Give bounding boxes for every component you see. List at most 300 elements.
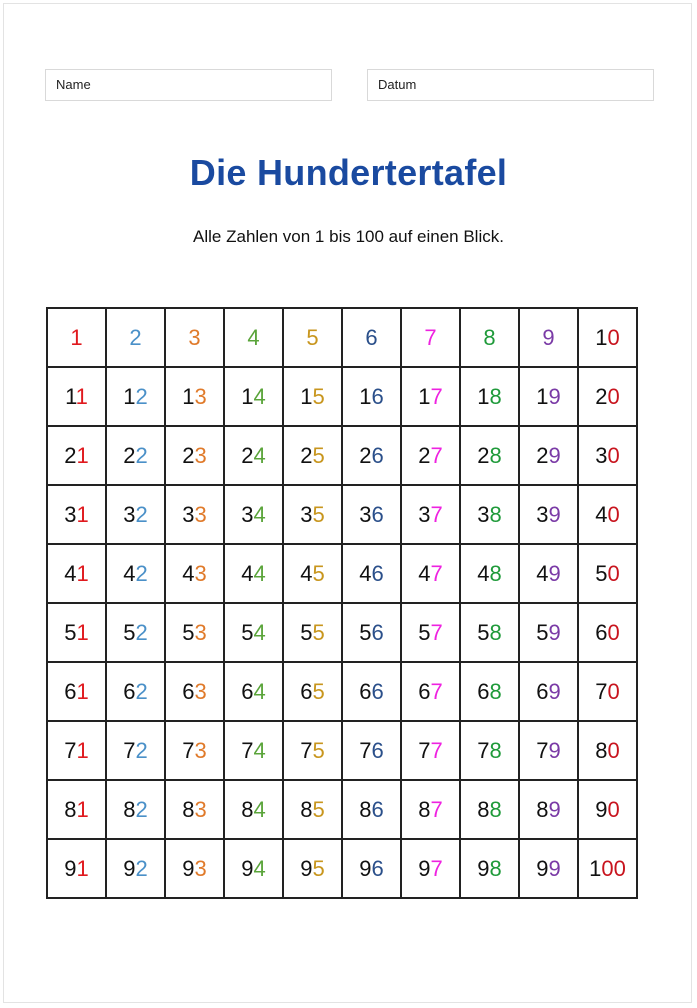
- number-cell: [47, 308, 106, 367]
- number-cell: [224, 544, 283, 603]
- number-tens: 8: [418, 796, 431, 822]
- number-ones: 4: [253, 678, 266, 704]
- number-ones: 2: [135, 796, 148, 822]
- number-ones: 9: [548, 442, 561, 468]
- number-tens: 9: [64, 855, 77, 881]
- number-cell: [47, 603, 106, 662]
- number-cell: [342, 367, 401, 426]
- number-tens: 4: [241, 560, 254, 586]
- number-ones: 9: [548, 796, 561, 822]
- number-ones: 3: [194, 678, 207, 704]
- number-cell: [460, 485, 519, 544]
- number-cell: [106, 426, 165, 485]
- number-ones: 6: [365, 324, 378, 350]
- number-cell: [224, 485, 283, 544]
- number-cell: [519, 603, 578, 662]
- number-tens: 7: [300, 737, 313, 763]
- number-tens: 4: [300, 560, 313, 586]
- number-ones: 6: [371, 383, 384, 409]
- number-ones: 4: [253, 737, 266, 763]
- number-cell: [460, 721, 519, 780]
- number-cell: [460, 662, 519, 721]
- number-tens: 1: [65, 383, 76, 409]
- number-cell: [224, 367, 283, 426]
- number-ones: 9: [542, 324, 555, 350]
- number-cell: [401, 308, 460, 367]
- number-cell: [47, 662, 106, 721]
- number-cell: [165, 367, 224, 426]
- table-row: [47, 485, 637, 544]
- table-row: [47, 544, 637, 603]
- number-cell: [342, 544, 401, 603]
- number-cell: [47, 485, 106, 544]
- number-ones: 4: [253, 619, 266, 645]
- number-tens: 1: [182, 383, 195, 409]
- number-tens: 9: [536, 855, 549, 881]
- number-cell: [106, 603, 165, 662]
- number-tens: 9: [477, 855, 490, 881]
- number-tens: 9: [418, 855, 431, 881]
- number-tens: 9: [241, 855, 254, 881]
- number-ones: 5: [312, 619, 325, 645]
- number-ones: 3: [194, 442, 207, 468]
- number-cell: [519, 367, 578, 426]
- number-ones: 3: [194, 737, 207, 763]
- number-ones: 7: [430, 619, 443, 645]
- number-tens: 4: [123, 560, 136, 586]
- number-ones: 1: [70, 324, 83, 350]
- number-ones: 2: [129, 324, 142, 350]
- number-tens: 3: [300, 501, 313, 527]
- number-ones: 2: [135, 501, 148, 527]
- number-tens: 3: [359, 501, 372, 527]
- number-ones: 7: [424, 324, 437, 350]
- number-ones: 00: [601, 855, 626, 881]
- number-cell: [106, 308, 165, 367]
- number-ones: 3: [194, 855, 207, 881]
- number-tens: 5: [418, 619, 431, 645]
- number-tens: 5: [536, 619, 549, 645]
- number-cell: [342, 603, 401, 662]
- number-ones: 8: [489, 619, 502, 645]
- number-cell: [401, 485, 460, 544]
- number-ones: 2: [135, 560, 148, 586]
- number-cell: [224, 721, 283, 780]
- number-ones: 7: [430, 678, 443, 704]
- number-cell: [578, 367, 637, 426]
- number-ones: 3: [194, 383, 207, 409]
- number-ones: 9: [548, 619, 561, 645]
- hundred-chart: [46, 307, 638, 899]
- number-cell: [519, 839, 578, 898]
- number-tens: 4: [182, 560, 195, 586]
- number-cell: [460, 839, 519, 898]
- number-cell: [224, 839, 283, 898]
- number-cell: [283, 308, 342, 367]
- number-ones: 9: [548, 855, 561, 881]
- number-cell: [106, 544, 165, 603]
- number-ones: 6: [371, 501, 384, 527]
- table-row: [47, 780, 637, 839]
- number-ones: 7: [430, 383, 443, 409]
- number-tens: 5: [595, 560, 608, 586]
- number-cell: [578, 426, 637, 485]
- number-cell: [224, 308, 283, 367]
- number-tens: 9: [182, 855, 195, 881]
- number-ones: 1: [75, 383, 88, 409]
- number-tens: 8: [241, 796, 254, 822]
- number-ones: 4: [253, 442, 266, 468]
- number-tens: 1: [595, 324, 608, 350]
- number-cell: [578, 603, 637, 662]
- number-ones: 1: [76, 501, 89, 527]
- number-ones: 5: [312, 383, 325, 409]
- number-tens: 4: [418, 560, 431, 586]
- number-tens: 4: [536, 560, 549, 586]
- number-tens: 5: [123, 619, 136, 645]
- number-tens: 3: [477, 501, 490, 527]
- number-cell: [519, 721, 578, 780]
- table-row: [47, 721, 637, 780]
- number-tens: 8: [123, 796, 136, 822]
- number-cell: [224, 603, 283, 662]
- number-tens: 2: [418, 442, 431, 468]
- number-cell: [224, 662, 283, 721]
- number-ones: 0: [607, 678, 620, 704]
- number-tens: 3: [123, 501, 136, 527]
- number-ones: 1: [76, 442, 89, 468]
- number-cell: [47, 367, 106, 426]
- number-ones: 7: [430, 442, 443, 468]
- number-tens: 5: [359, 619, 372, 645]
- number-ones: 0: [607, 324, 620, 350]
- number-cell: [460, 426, 519, 485]
- number-ones: 0: [607, 560, 620, 586]
- number-tens: 4: [64, 560, 77, 586]
- number-cell: [47, 721, 106, 780]
- number-tens: 2: [536, 442, 549, 468]
- number-cell: [460, 603, 519, 662]
- number-ones: 1: [76, 560, 89, 586]
- number-tens: 2: [64, 442, 77, 468]
- number-cell: [47, 780, 106, 839]
- number-cell: [578, 308, 637, 367]
- number-tens: 8: [595, 737, 608, 763]
- number-ones: 0: [607, 796, 620, 822]
- table-row: [47, 367, 637, 426]
- number-ones: 9: [548, 678, 561, 704]
- table-row: [47, 308, 637, 367]
- number-tens: 4: [359, 560, 372, 586]
- number-cell: [106, 721, 165, 780]
- number-cell: [401, 544, 460, 603]
- number-cell: [342, 308, 401, 367]
- number-ones: 3: [188, 324, 201, 350]
- number-cell: [460, 367, 519, 426]
- number-ones: 6: [371, 855, 384, 881]
- number-cell: [165, 426, 224, 485]
- number-ones: 7: [430, 560, 443, 586]
- number-tens: 3: [536, 501, 549, 527]
- number-cell: [283, 839, 342, 898]
- number-ones: 8: [489, 796, 502, 822]
- number-cell: [165, 603, 224, 662]
- number-ones: 9: [548, 501, 561, 527]
- number-tens: 5: [477, 619, 490, 645]
- number-ones: 1: [76, 678, 89, 704]
- number-tens: 9: [300, 855, 313, 881]
- number-ones: 4: [253, 501, 266, 527]
- number-tens: 6: [182, 678, 195, 704]
- number-cell: [106, 662, 165, 721]
- name-field[interactable]: [45, 69, 332, 101]
- number-tens: 3: [241, 501, 254, 527]
- number-tens: 7: [359, 737, 372, 763]
- number-cell: [283, 426, 342, 485]
- number-ones: 2: [135, 619, 148, 645]
- name-label: Name: [56, 77, 91, 92]
- number-tens: 3: [182, 501, 195, 527]
- number-ones: 0: [607, 442, 620, 468]
- number-cell: [519, 308, 578, 367]
- number-ones: 8: [489, 442, 502, 468]
- number-ones: 2: [135, 855, 148, 881]
- number-ones: 7: [430, 501, 443, 527]
- number-ones: 1: [76, 796, 89, 822]
- number-cell: [578, 485, 637, 544]
- number-tens: 7: [418, 737, 431, 763]
- number-cell: [165, 485, 224, 544]
- date-field[interactable]: [367, 69, 654, 101]
- number-ones: 4: [253, 796, 266, 822]
- number-tens: 3: [64, 501, 77, 527]
- number-tens: 7: [536, 737, 549, 763]
- table-row: [47, 603, 637, 662]
- number-cell: [519, 662, 578, 721]
- number-tens: 7: [182, 737, 195, 763]
- number-tens: 7: [123, 737, 136, 763]
- number-ones: 5: [312, 678, 325, 704]
- number-cell: [283, 544, 342, 603]
- number-cell: [401, 721, 460, 780]
- number-tens: 6: [536, 678, 549, 704]
- number-tens: 8: [64, 796, 77, 822]
- number-cell: [460, 308, 519, 367]
- number-tens: 6: [359, 678, 372, 704]
- number-ones: 8: [489, 855, 502, 881]
- number-ones: 8: [489, 501, 502, 527]
- number-cell: [283, 662, 342, 721]
- number-cell: [401, 780, 460, 839]
- number-tens: 7: [477, 737, 490, 763]
- number-tens: 8: [536, 796, 549, 822]
- number-ones: 6: [371, 619, 384, 645]
- table-row: [47, 662, 637, 721]
- number-cell: [224, 426, 283, 485]
- number-tens: 5: [241, 619, 254, 645]
- number-tens: 6: [241, 678, 254, 704]
- number-ones: 7: [430, 796, 443, 822]
- number-tens: 6: [300, 678, 313, 704]
- number-tens: 3: [595, 442, 608, 468]
- number-ones: 3: [194, 796, 207, 822]
- number-cell: [283, 485, 342, 544]
- number-ones: 5: [312, 560, 325, 586]
- number-cell: [165, 662, 224, 721]
- number-tens: 4: [477, 560, 490, 586]
- number-ones: 5: [306, 324, 319, 350]
- number-cell: [578, 544, 637, 603]
- table-row: [47, 426, 637, 485]
- number-ones: 5: [312, 737, 325, 763]
- number-cell: [165, 544, 224, 603]
- number-tens: 9: [595, 796, 608, 822]
- number-tens: 1: [536, 383, 549, 409]
- number-cell: [578, 780, 637, 839]
- number-cell: [106, 485, 165, 544]
- number-cell: [106, 839, 165, 898]
- number-ones: 8: [489, 678, 502, 704]
- number-cell: [401, 839, 460, 898]
- number-ones: 8: [489, 383, 502, 409]
- number-cell: [165, 780, 224, 839]
- number-ones: 3: [194, 560, 207, 586]
- number-ones: 2: [135, 737, 148, 763]
- number-cell: [519, 485, 578, 544]
- page-subtitle: Alle Zahlen von 1 bis 100 auf einen Blick.: [193, 227, 504, 246]
- number-ones: 4: [253, 560, 266, 586]
- number-cell: [283, 780, 342, 839]
- number-tens: 2: [477, 442, 490, 468]
- number-ones: 0: [607, 619, 620, 645]
- number-cell: [224, 780, 283, 839]
- number-tens: 6: [595, 619, 608, 645]
- number-tens: 5: [64, 619, 77, 645]
- number-cell: [165, 308, 224, 367]
- number-tens: 6: [477, 678, 490, 704]
- number-tens: 6: [418, 678, 431, 704]
- number-cell: [578, 839, 637, 898]
- number-ones: 3: [194, 501, 207, 527]
- number-cell: [47, 544, 106, 603]
- number-ones: 4: [253, 383, 266, 409]
- number-tens: 8: [182, 796, 195, 822]
- number-cell: [460, 780, 519, 839]
- number-cell: [47, 839, 106, 898]
- number-ones: 6: [371, 442, 384, 468]
- number-cell: [519, 780, 578, 839]
- number-ones: 7: [430, 855, 443, 881]
- number-tens: 2: [182, 442, 195, 468]
- number-ones: 5: [312, 501, 325, 527]
- number-ones: 6: [371, 560, 384, 586]
- number-cell: [165, 721, 224, 780]
- number-cell: [106, 780, 165, 839]
- number-tens: 3: [418, 501, 431, 527]
- number-cell: [283, 603, 342, 662]
- number-cell: [342, 426, 401, 485]
- number-tens: 9: [359, 855, 372, 881]
- number-cell: [401, 662, 460, 721]
- hundred-chart-body: [47, 308, 637, 898]
- number-tens: 7: [64, 737, 77, 763]
- number-tens: 6: [64, 678, 77, 704]
- number-cell: [283, 721, 342, 780]
- number-cell: [519, 544, 578, 603]
- number-cell: [342, 839, 401, 898]
- number-cell: [283, 367, 342, 426]
- number-ones: 2: [135, 383, 148, 409]
- number-ones: 1: [76, 619, 89, 645]
- number-tens: 8: [300, 796, 313, 822]
- number-ones: 1: [76, 737, 89, 763]
- number-cell: [165, 839, 224, 898]
- number-tens: 1: [300, 383, 313, 409]
- number-ones: 0: [607, 501, 620, 527]
- number-cell: [401, 367, 460, 426]
- number-ones: 8: [489, 737, 502, 763]
- number-cell: [342, 485, 401, 544]
- number-ones: 8: [489, 560, 502, 586]
- number-ones: 9: [548, 383, 561, 409]
- number-ones: 6: [371, 678, 384, 704]
- number-tens: 2: [300, 442, 313, 468]
- number-cell: [401, 603, 460, 662]
- number-ones: 3: [194, 619, 207, 645]
- number-ones: 6: [371, 796, 384, 822]
- number-cell: [342, 721, 401, 780]
- number-ones: 0: [607, 383, 620, 409]
- number-ones: 5: [312, 855, 325, 881]
- number-ones: 1: [76, 855, 89, 881]
- number-ones: 4: [253, 855, 266, 881]
- number-tens: 2: [595, 383, 608, 409]
- number-ones: 8: [483, 324, 496, 350]
- number-cell: [460, 544, 519, 603]
- date-label: Datum: [378, 77, 417, 92]
- number-cell: [342, 780, 401, 839]
- number-ones: 6: [371, 737, 384, 763]
- number-ones: 9: [548, 737, 561, 763]
- number-tens: 9: [123, 855, 136, 881]
- number-tens: 6: [123, 678, 136, 704]
- number-tens: 8: [359, 796, 372, 822]
- table-row: [47, 839, 637, 898]
- number-ones: 7: [430, 737, 443, 763]
- number-tens: 7: [241, 737, 254, 763]
- number-ones: 5: [312, 796, 325, 822]
- number-tens: 5: [182, 619, 195, 645]
- number-tens: 7: [595, 678, 608, 704]
- number-cell: [401, 426, 460, 485]
- number-tens: 1: [477, 383, 490, 409]
- number-cell: [342, 662, 401, 721]
- number-tens: 4: [595, 501, 608, 527]
- number-tens: 5: [300, 619, 313, 645]
- number-cell: [578, 662, 637, 721]
- number-tens: 2: [241, 442, 254, 468]
- number-cell: [106, 367, 165, 426]
- number-ones: 4: [247, 324, 260, 350]
- number-tens: 1: [359, 383, 372, 409]
- number-tens: 1: [241, 383, 254, 409]
- number-ones: 5: [312, 442, 325, 468]
- number-ones: 9: [548, 560, 561, 586]
- number-ones: 2: [135, 678, 148, 704]
- number-cell: [47, 426, 106, 485]
- number-tens: 1: [589, 855, 602, 881]
- number-ones: 0: [607, 737, 620, 763]
